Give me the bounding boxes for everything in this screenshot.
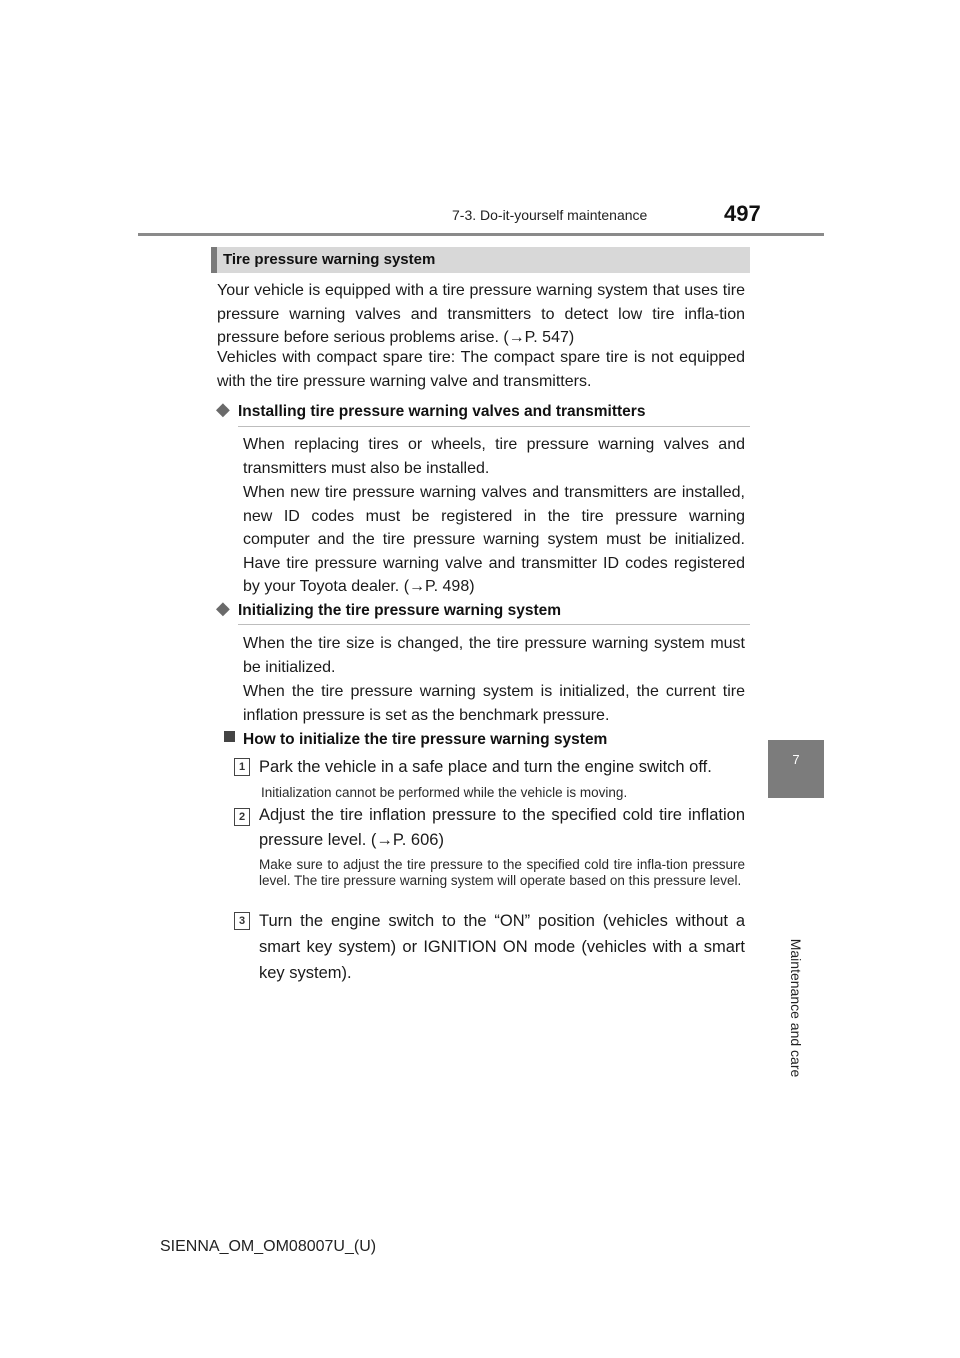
installing-paragraph-2: When new tire pressure warning valves and transmitters are installed, new ID codes must be registered in the tire pressure warning computer and the tire pressure warning system must be initialized. Have tire pressure warning valve and transmitter ID codes registered by your Toyota dealer. (→P. 498) <box>243 484 745 595</box>
diamond-bullet-icon: ◆ <box>216 399 230 419</box>
installing-heading-rule <box>238 426 750 427</box>
header-section-title: 7-3. Do-it-yourself maintenance <box>452 207 648 223</box>
initializing-heading-rule <box>238 624 750 625</box>
installing-paragraph-1: When replacing tires or wheels, tire pressure warning valves and transmitters must also be installed. <box>243 436 745 477</box>
intro-paragraph: Your vehicle is equipped with a tire pressure warning system that uses tire pressure warning valves and transmitters to detect low tire infla-tion pressure before serious problems arise. (→P. 547) <box>217 282 745 346</box>
chapter-tab <box>768 740 824 798</box>
chapter-label: Maintenance and care <box>788 938 804 1078</box>
initializing-paragraph-1: When the tire size is changed, the tire pressure warning system must be initialized. <box>243 635 745 676</box>
header-divider <box>138 233 824 236</box>
step-2-note: Make sure to adjust the tire pressure to the specified cold tire infla-tion pressure level. The tire pressure warning system will operate based on this pressure level. <box>259 857 745 888</box>
page-number: 497 <box>724 201 761 226</box>
document-id: SIENNA_OM_OM08007U_(U) <box>160 1238 377 1255</box>
howto-heading: How to initialize the tire pressure warning system <box>243 731 608 748</box>
step-number-badge: 3 <box>234 912 250 930</box>
step-2-text: Adjust the tire inflation pressure to the specified cold tire inflation pressure level. (→P. 606) <box>259 806 745 849</box>
installing-heading: Installing tire pressure warning valves and transmitters <box>238 403 646 420</box>
step-1-text: Park the vehicle in a safe place and turn the engine switch off. <box>259 758 712 776</box>
spare-tire-paragraph: Vehicles with compact spare tire: The compact spare tire is not equipped with the tire pressure warning valve and transmitters. <box>217 349 745 390</box>
step-3-text: Turn the engine switch to the “ON” position (vehicles without a smart key system) or IGNITION ON mode (vehicles with a smart key system). <box>259 912 745 982</box>
step-number-badge: 1 <box>234 758 250 776</box>
step-number-badge: 2 <box>234 808 250 826</box>
chapter-number: 7 <box>792 752 800 767</box>
section-title-marker <box>211 247 217 273</box>
step-1-note: Initialization cannot be performed while the vehicle is moving. <box>261 785 628 800</box>
diamond-bullet-icon: ◆ <box>216 598 230 618</box>
initializing-paragraph-2: When the tire pressure warning system is initialized, the current tire inflation pressure is set as the benchmark pressure. <box>243 683 745 724</box>
square-bullet-icon <box>224 731 235 742</box>
initializing-heading: Initializing the tire pressure warning system <box>238 602 562 619</box>
section-title: Tire pressure warning system <box>223 251 436 268</box>
